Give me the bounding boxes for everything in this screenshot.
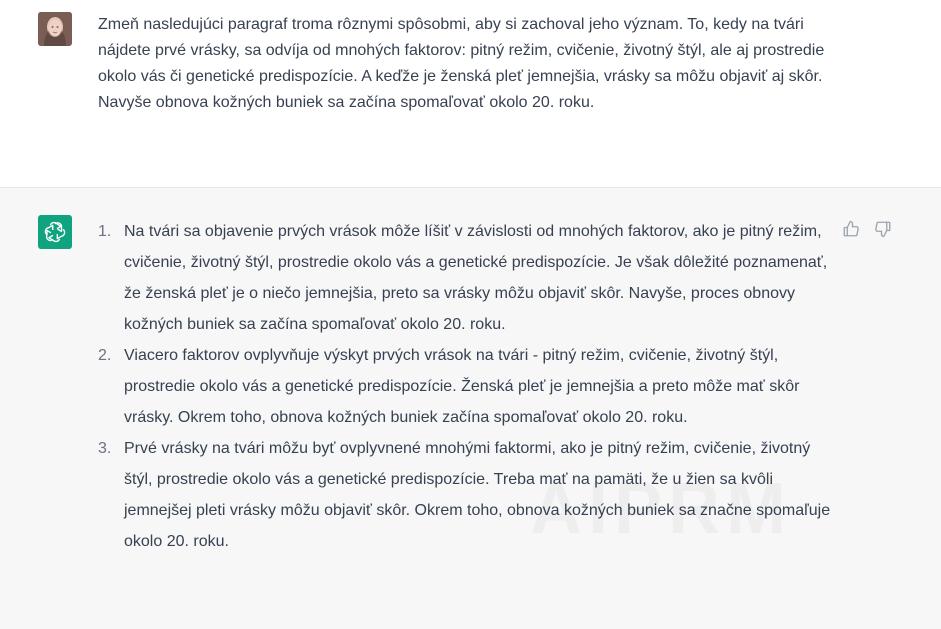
openai-logo-icon bbox=[38, 215, 72, 249]
answer-text: Prvé vrásky na tvári môžu byť ovplyvnené mnohými faktormi, ako je pitný režim, cvičenie, životný štýl, prostredie okolo vás a genetické predispozície. Treba mať na pamäti, že u žien sa kvôli jemnejšej pleti vrásky môžu objaviť skôr. Okrem toho, obnova kožných buniek sa značne spomaľuje okolo 20. roku. bbox=[124, 440, 831, 550]
user-avatar-photo bbox=[38, 12, 72, 46]
list-number: 3. bbox=[98, 440, 112, 457]
answer-item-2 bbox=[98, 340, 833, 433]
answer-text: Na tvári sa objavenie prvých vrások môže líšiť v závislosti od mnohých faktorov, ako je pitný režim, cvičenie, životný štýl, prostredie okolo vás a genetické predispozície. Je však dôležité poznamenať, že ženská pleť je o niečo jemnejšia, preto sa vrásky môžu objaviť skôr. Navyše, proces obnovy kožných buniek sa začína spomaľovať okolo 20. roku. bbox=[124, 223, 828, 333]
answer-text: Viacero faktorov ovplyvňuje výskyt prvých vrások na tvári - pitný režim, cvičenie, životný štýl, prostredie okolo vás a genetické predispozície. Ženská pleť je jemnejšia a preto môže mať skôr vrásky. Okrem toho, obnova kožných buniek začína spomaľovať okolo 20. roku. bbox=[124, 347, 800, 426]
list-number: 2. bbox=[98, 347, 112, 364]
assistant-message bbox=[0, 188, 941, 629]
answer-item-1 bbox=[98, 216, 833, 340]
answer-list bbox=[98, 216, 833, 557]
user-message-text: Zmeň nasledujúci paragraf troma rôznymi spôsobmi, aby si zachoval jeho význam. To, kedy na tvári nájdete prvé vrásky, sa odvíja od mnohých faktorov: pitný režim, cvičenie, životný štýl, ale aj prostredie okolo vás či genetické predispozície. A keďže je ženská pleť jemnejšia, vrásky sa môžu objaviť aj skôr. Navyše obnova kožných buniek sa začína spomaľovať okolo 20. roku. bbox=[98, 16, 825, 111]
thumbs-up-icon bbox=[842, 220, 860, 238]
list-number: 1. bbox=[98, 223, 112, 240]
user-message bbox=[0, 0, 941, 188]
thumbs-up-button[interactable] bbox=[840, 218, 862, 240]
openai-logo-svg bbox=[44, 221, 66, 243]
thumbs-down-icon bbox=[874, 220, 892, 238]
user-avatar bbox=[38, 12, 72, 46]
thumbs-down-button[interactable] bbox=[872, 218, 894, 240]
answer-item-3 bbox=[98, 433, 833, 557]
